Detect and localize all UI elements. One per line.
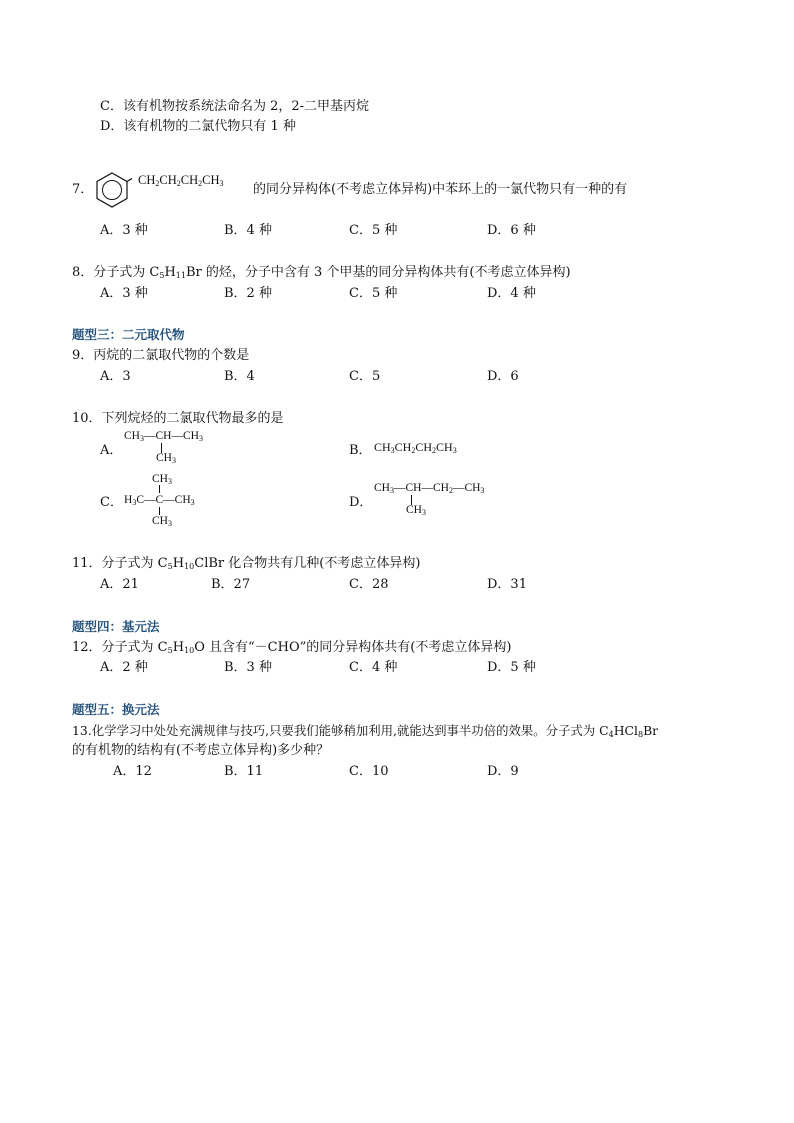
question-12-option-d[interactable]: D．5 种 [487,660,536,675]
question-11-stem: 11．分子式为 $C_5H_{10}ClBr$ 化合物共有几种(不考虑立体异构) [72,556,421,571]
option-d-previous: D．该有机物的二氯代物只有 1 种 [100,119,296,134]
structure-a-main-chain: $CH_3—CH—CH_3$ [124,430,203,443]
structure-c-bond-bottom [159,507,160,515]
question-7-number: 7． [72,182,94,197]
question-9-stem: 9．丙烷的二氯取代物的个数是 [72,348,250,363]
question-11-option-b[interactable]: B．27 [211,577,251,592]
structure-d-branch: $CH_3$ [406,504,426,517]
structure-b-formula: $CH_3CH_2CH_2CH_3$ [374,440,457,455]
question-10-option-d-label[interactable]: D． [349,495,373,510]
structure-a-branch: $CH_3$ [156,452,176,465]
question-13-option-b[interactable]: B．11 [224,764,264,779]
structure-d-main-chain: $CH_3—CH—CH_2—CH_3$ [374,482,485,495]
question-8-option-c[interactable]: C．5 种 [349,286,398,301]
question-8-option-a[interactable]: A．3 种 [100,286,148,301]
structure-c-bottom-methyl: $CH_3$ [152,515,172,528]
option-c-previous: C．该有机物按系统法命名为 2，2-二甲基丙烷 [100,99,370,114]
question-13-option-a[interactable]: A．12 [113,764,152,779]
question-9-option-d[interactable]: D．6 [487,369,519,384]
question-12-option-b[interactable]: B．3 种 [224,660,272,675]
question-7-option-d[interactable]: D．6 种 [487,223,536,238]
question-11-option-d[interactable]: D．31 [487,577,527,592]
question-7-option-c[interactable]: C．5 种 [349,223,398,238]
question-9-option-b[interactable]: B．4 [224,369,255,384]
structure-c-top-methyl: $CH_3$ [152,473,172,486]
question-7-side-chain: $CH_2CH_2CH_2CH_3$ [138,173,224,188]
question-8-option-d[interactable]: D．4 种 [487,286,536,301]
question-12-option-a[interactable]: A．2 种 [100,660,148,675]
question-10-stem: 10．下列烷烃的二氯取代物最多的是 [72,411,284,426]
question-10-option-a-label[interactable]: A． [100,443,123,458]
question-13-stem-line2: 的有机物的结构有(不考虑立体异构)多少种？ [72,743,330,758]
structure-c-center: $H_3C—C—CH_3$ [124,494,195,507]
question-9-option-a[interactable]: A．3 [100,369,131,384]
question-10-option-c-label[interactable]: C． [100,495,123,510]
structure-c-bond-top [159,485,160,493]
question-12-option-c[interactable]: C．4 种 [349,660,398,675]
question-7-option-b[interactable]: B．4 种 [224,223,272,238]
benzene-ring-icon [92,170,132,210]
question-10-option-b-label[interactable]: B． [349,443,372,458]
question-11-option-c[interactable]: C．28 [349,577,389,592]
question-11-option-a[interactable]: A．21 [100,577,139,592]
question-13-option-c[interactable]: C．10 [349,764,389,779]
question-7-option-a[interactable]: A．3 种 [100,223,148,238]
question-7-stem: 的同分异构体(不考虑立体异构)中苯环上的一氯代物只有一种的有 [253,182,628,197]
question-8-option-b[interactable]: B．2 种 [224,286,272,301]
section-heading-4: 题型四：基元法 [72,619,160,634]
section-heading-5: 题型五：换元法 [72,702,160,717]
question-13-option-d[interactable]: D．9 [487,764,519,779]
question-8-stem: 8．分子式为 $C_5H_{11}Br$ 的烃，分子中含有 3 个甲基的同分异构体共有(不考虑立体异构) [72,265,571,280]
section-heading-3: 题型三：二元取代物 [72,327,185,342]
question-12-stem: 12．分子式为 $C_5H_{10}O$ 且含有“－CHO”的同分异构体共有(不考虑立体异构) [72,640,512,655]
question-9-option-c[interactable]: C．5 [349,369,381,384]
question-13-stem-line1: 13.化学学习中处处充满规律与技巧,只要我们能够稍加利用,就能达到事半功倍的效果。分子式为 $C_4HCl_8Br$ [72,723,659,739]
